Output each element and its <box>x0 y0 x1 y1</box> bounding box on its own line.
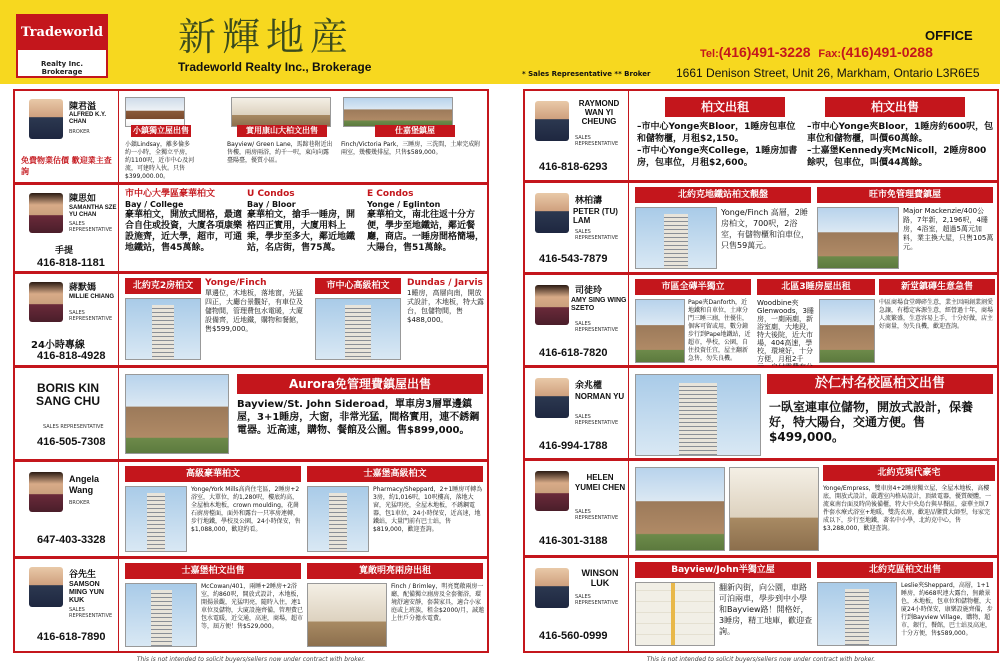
agent-phone[interactable]: 416-543-7879 <box>539 253 608 265</box>
listing-description: Woodbine夾Glenwoods，3睡房，一廁兩廁，新浴室廁，大地段，特大後院，近大市場，404高速，學校，環境好，十分方便，月租2千 <box>757 299 814 363</box>
agent-card[interactable] <box>15 462 119 556</box>
agent-phone[interactable]: 647-403-3328 <box>37 534 106 546</box>
listing-description: 小鎮Lindsay，離多倫多約一小時，全獨立平房，約1100呎，近市中心及河流，可建時入伙。只售$399,000.00。 <box>125 141 195 180</box>
agent-phone[interactable]: 416-560-0999 <box>539 630 608 642</box>
agent-name-cn: 司徒玲 <box>575 286 603 296</box>
agent-name-en: ALFRED K.Y. CHAN <box>69 112 107 125</box>
listing-location: Bay / College <box>125 200 184 209</box>
office-phones <box>700 44 933 60</box>
listing-description: McCowan/401，兩睡+2睡房+2浴室，約860呎，開放式設計，木地板，開揚景觀，光猛明亮，隨時入住，連1車位及儲物，大廈設施齊備，管理費已包水電暖，近交通，高速，商場，超市等，屆方便！售$529,000。 <box>201 583 304 630</box>
company-logo[interactable] <box>16 14 108 78</box>
listing-photo[interactable] <box>125 298 201 360</box>
listing-description: 單邊位，木地板，落地窗，光猛四正，大廳台景觀好，有車位及儲物間，管理費包水電暖，大廈設備齊，近地鐵，購物和餐館，售$599,000。 <box>205 289 303 333</box>
listing-block[interactable] <box>367 189 485 272</box>
listing-photo[interactable] <box>125 374 229 454</box>
listing-block[interactable] <box>407 278 485 353</box>
listing-map[interactable] <box>635 582 715 646</box>
agent-card[interactable] <box>525 91 629 180</box>
listing-row <box>523 273 999 367</box>
listing-description: 一臥室連車位儲物，開放式設計，保養好，特大陽台，交通方便。售$499,000。 <box>769 400 974 444</box>
listing-location: Bay / Bloor <box>247 200 296 209</box>
listing-title: 市中心大學區豪華柏文 <box>125 189 216 199</box>
listing-title: 北約克地鐵站柏文靚盤 <box>635 187 811 203</box>
agent-title: SALES REPRESENTATIVE <box>69 607 113 619</box>
agent-photo <box>535 471 569 511</box>
agent-phone[interactable]: 416-994-1788 <box>539 440 608 452</box>
agent-name-cn: 余兆權 <box>575 381 603 391</box>
left-column <box>13 89 489 655</box>
agent-phone[interactable]: 416-618-7820 <box>539 347 608 359</box>
listing-description: Major Mackenzie/400公路，7年新，2,196呎，4睡房，4浴室，超過5萬元加料，業主換大屋，只售105萬元。 <box>903 207 994 251</box>
listing-title: 北約克現代豪宅 <box>823 465 995 481</box>
agent-card[interactable] <box>15 274 119 365</box>
listing-title: 市中心高級柏文 <box>315 278 401 294</box>
listing-row <box>13 460 489 558</box>
listing-description: Yonge/Finch 高層，2睡房柏文，700呎，2浴室，有儲物櫃和泊車位，只售59萬元。 <box>721 208 809 250</box>
listing-title: 北約克區柏文出售 <box>817 562 993 578</box>
listing-title: U Condos <box>247 189 295 199</box>
listing-title: 柏文出售 <box>825 97 965 117</box>
listing-title: 柏文出租 <box>665 97 785 117</box>
logo-wordmark: Tradeworld <box>18 16 106 50</box>
title-legend: * Sales Representative ** Broker <box>522 70 651 78</box>
agent-card[interactable] <box>15 91 119 182</box>
agent-phone[interactable]: 416-618-7890 <box>37 631 106 643</box>
listing-row <box>523 366 999 460</box>
agent-name-en: SAMANTHA SZE YU CHAN <box>69 205 117 218</box>
tel-number[interactable]: (416)491-3228 <box>718 44 811 60</box>
listing-description: Pape夾Danforth，近地鐵和自車位，土庫分門三睡三廁，住優佳，個客可留或用，數分鐘步行到Pape地鐵站，近超市，學校，公園，自住投資任宜，屋主翻新急售，勿失良機。 <box>688 299 751 362</box>
listing-row <box>523 181 999 274</box>
listing-description: Leslie夾Sheppard，高層，1+1睡房，約668呎連大露台，無敵景色，木地板，包車位和儲物櫃，大廈24小時保安，康樂設施齊備，步行到Bayview Village，購物，超市，銀行，餐館，巴士站及高速，十分方便，售$589,000。 <box>901 582 993 637</box>
listing-photo[interactable] <box>125 486 187 552</box>
listing-location: Dundas / Jarvis <box>407 278 483 288</box>
agent-name-cn: 谷先生 <box>69 570 97 580</box>
agent-photo <box>535 568 569 608</box>
agent-name-en: SAMSON MING YUN KUK <box>69 581 104 604</box>
right-footer-disclaimer: This is not intended to solicit buyers/sellers now under contract with broker. <box>646 656 876 663</box>
listing-row <box>523 89 999 182</box>
agent-slogan: 免費物業估價 歡迎業主查詢 <box>21 156 112 176</box>
listing-title: 仕嘉堡鎮屋 <box>375 125 455 137</box>
listing-description: 中區商場食堂磚碎生意，業主因兩創業割愛急讓，有穩定客源生意，經營過十年，商場人流繁盛，生意容易上手，十分好做，店主好商量，勿失良機，歡迎查詢。 <box>879 299 994 330</box>
listing-photo[interactable] <box>635 374 761 456</box>
agent-photo <box>29 567 63 607</box>
listing-block[interactable] <box>247 189 359 272</box>
agent-name-cn: 蔣默嫣 <box>69 283 97 293</box>
agent-title: BROKER <box>69 129 90 135</box>
agent-title: SALES REPRESENTATIVE <box>575 594 619 606</box>
brand-english-name: Tradeworld Realty Inc., Brokerage <box>178 60 372 74</box>
agent-title: SALES REPRESENTATIVE <box>575 229 619 241</box>
phone-label: 手提 <box>55 246 74 256</box>
agent-phone[interactable]: 416-818-6293 <box>539 161 608 173</box>
left-footer-disclaimer: This is not intended to solicit buyers/sellers now under contract with broker. <box>136 656 366 663</box>
listing-row <box>13 366 489 461</box>
agent-name-en: BORIS KIN SANG CHU <box>35 381 100 408</box>
agent-name-cn: 林柏濤 <box>575 196 603 206</box>
listing-photo[interactable] <box>315 298 401 360</box>
listing-row <box>13 89 489 184</box>
agent-name-en: NORMAN YU <box>575 392 625 401</box>
listing-row <box>13 557 489 653</box>
listing-location: Yonge/Finch <box>205 278 267 288</box>
agent-title: SALES REPRESENTATIVE <box>69 310 113 322</box>
agent-photo <box>29 193 63 233</box>
agent-name-en: MILLIE CHIANG <box>69 294 114 300</box>
listing-photo[interactable] <box>343 97 453 127</box>
listing-description: Yonge/York Mills高尚住宅區，2睡房+2浴室，大單位，約1,280呎，樓底約高，全屋柚木地板，crown moulding，花崗石廚房檯面，面外和露台一只寧房連轉，步行地鐵，學校及公園，24小時保安，售$1,088,000，歡迎約看。 <box>191 486 301 533</box>
listing-description: 豪華柏文，搶手一睡房，開格四正實用，大廈用料上乘，學步至多大，鄰近地鐵站，名店街，售75萬。 <box>247 210 356 253</box>
agent-card[interactable] <box>15 185 119 271</box>
listing-description: Bayview/St. John Sideroad，單車房3層單邊鎮屋，3+1睡房，大窗，非常光猛，間格實用，連不銹鋼電器。近高速，購物、餐館及公園。售$899,000。 <box>237 399 480 436</box>
listing-row <box>523 459 999 557</box>
listing-title: 士嘉堡柏文出售 <box>125 563 301 579</box>
fax-label: Fax: <box>818 48 842 60</box>
listing-photo[interactable] <box>635 467 725 551</box>
listing-photo[interactable] <box>125 583 197 647</box>
agent-title: SALES REPRESENTATIVE <box>575 414 619 426</box>
agent-name-en: HELEN YUMEI CHEN <box>574 473 626 492</box>
agent-photo <box>535 101 569 141</box>
agent-card[interactable] <box>525 275 629 365</box>
listing-row <box>13 183 489 273</box>
agent-phone[interactable]: 416-301-3188 <box>539 535 608 547</box>
listing-photo[interactable] <box>817 582 897 646</box>
listing-description: 1睡房，高層向南，開放式設計，木地板，特大露台，包儲物間，售$488,000。 <box>407 289 484 324</box>
listing-description: –市中心Yonge夾Bloor，1睡房約600呎，包車位和儲物櫃，叫價60萬餘。 –士嘉堡Kennedy夾McNicoll，2睡房800餘呎，包車位，叫價44萬餘。 <box>807 122 994 168</box>
agent-title: SALES REPRESENTATIVE <box>43 424 104 430</box>
listing-title: 新堂鎮磚生意急售 <box>879 279 995 295</box>
listing-block[interactable] <box>125 189 243 272</box>
agent-name-en: PETER (TU) LAM <box>573 207 618 225</box>
listing-title: 實用康山大柏文出售 <box>237 125 327 137</box>
listing-row <box>523 556 999 653</box>
listing-title: 於仁村名校區柏文出售 <box>767 374 993 394</box>
tel-label: Tel: <box>700 48 719 60</box>
listing-title: 寬敞明亮兩房出租 <box>307 563 483 579</box>
agent-name-en: AMY SING WING SZETO <box>571 297 627 312</box>
listing-description: Finch/Victoria Park，三睡房，三洗間，土庫完成附兩室，幾樓幾排屋，只售$589,000。 <box>341 141 481 156</box>
phone-label: 24小時專線 <box>31 340 85 351</box>
agent-photo <box>29 472 63 512</box>
listing-photo[interactable] <box>231 97 331 127</box>
listing-title: 小鎮獨立屋出售 <box>133 126 189 135</box>
listing-photo[interactable] <box>819 299 875 363</box>
listing-description: 豪華柏文，開放式間格，最適合自住或投資，大廈各項康樂設施齊，近大學，超市，可通地鐵站，售45萬餘。 <box>125 210 243 253</box>
listing-title: E Condos <box>367 189 414 199</box>
listing-description: Finch / Brimley，明亮寬敞兩房一廳，配備獨立廁房及全套衛浴，環境舒適安靜，套裝家具，適合小家庭或上班族，租金$2000/月，誠邀上住戶分擔水電費。 <box>391 583 485 622</box>
listing-description: Yonge/Empress，雙車房4+2睡房獨立屋，全屋木地板，高樓底，開放式設計，嚴選室內格局設計，頂級電器，優質硬體，一流東南台面及時尚後備櫃，特大中央島台與早餐區，豪華主臥7 件套水療式浴室+地暖，雙洗衣房，歡迎品鑒賞大師型，每家完成以下，步行至地鐵，著名中小學，北約克中心，售$3,288,000，歡迎查詢。 <box>823 485 992 532</box>
agent-phone[interactable]: 416-505-7308 <box>37 436 106 448</box>
listing-title: Aurora免管理費鎮屋出售 <box>237 374 483 394</box>
listing-photo[interactable] <box>307 583 387 647</box>
listing-photo[interactable] <box>635 207 717 269</box>
listing-title: 旺市免管理費鎮屋 <box>817 187 993 203</box>
agent-name-cn: 陳思如 <box>69 194 97 204</box>
logo-subtitle: Realty Inc. Brokerage <box>40 60 83 76</box>
listing-location: Yonge / Eglinton <box>367 200 441 209</box>
agent-photo <box>535 193 569 233</box>
agent-card[interactable] <box>525 461 629 555</box>
listing-title: Bayview/John半獨立屋 <box>635 562 811 578</box>
listing-description: Pharmacy/Sheppard，2+1睡房可轉為3房，約1,016呎，10呎樓高，落地大窗，光猛明亮，全屋木地板，不銹鋼電器，包1車位，24小時保安，近高速，地鐵站，大量門前有巴士站，售$819,000，歡迎查詢。 <box>373 486 483 533</box>
listing-description: –市中心Yonge夾Bloor，1睡房包車位和儲物櫃，月租$2,150。 –市中心Yonge夾College，1睡房加書房，包車位，月租$2,600。 <box>637 122 798 168</box>
agent-title: SALES REPRESENTATIVE <box>575 321 619 333</box>
agent-photo <box>29 282 63 322</box>
agent-name-cn: 陳君溢 <box>69 102 97 112</box>
listing-photo[interactable] <box>125 97 185 127</box>
agent-name-en: Angela Wang <box>69 474 100 495</box>
agent-card[interactable] <box>15 559 119 651</box>
agent-name-en: RAYMOND WAN YI CHEUNG <box>578 99 620 126</box>
listing-description: 翻新內街，向公園，車路可泊兩車，學步到中小學和Bayview路！開格好，3睡房，精工地庫，歡迎查詢。 <box>719 583 813 636</box>
agent-card[interactable] <box>525 558 629 651</box>
listing-block[interactable] <box>205 278 309 363</box>
agent-photo <box>29 99 63 139</box>
listing-photo[interactable] <box>817 207 899 269</box>
agent-card[interactable] <box>525 183 629 272</box>
fax-number: (416)491-0288 <box>841 44 933 60</box>
listing-title: 北區3睡房屋出租 <box>757 279 875 295</box>
agent-photo <box>535 378 569 418</box>
agent-title: SALES REPRESENTATIVE <box>69 221 113 233</box>
listing-title: 士嘉堡高級柏文 <box>307 466 483 482</box>
listing-title: 市區全磚半獨立 <box>635 279 751 295</box>
agent-phone[interactable]: 416-818-1181 <box>37 257 105 269</box>
listing-photo[interactable] <box>635 299 685 363</box>
agent-card[interactable] <box>525 368 629 458</box>
listing-description: 豪華柏文，南北往返十分方便，學步至地鐵站，鄰近餐廳，商店。一睡房間格簡場，大陽台，售51萬餘。 <box>367 210 485 253</box>
listing-photo[interactable] <box>307 486 369 552</box>
header-banner <box>0 0 1000 84</box>
listing-row <box>13 272 489 367</box>
office-label: OFFICE <box>925 28 973 43</box>
agent-photo <box>535 285 569 325</box>
listing-photo[interactable] <box>729 467 819 551</box>
agent-title: BROKER <box>69 500 90 506</box>
listing-title: 高級豪華柏文 <box>125 466 301 482</box>
listing-description: Bayview/ Green Lane，馬蹄巷附近出售樓，兩房兩浴，約千一呎，東向向露臺陽臺，優質小區。 <box>227 141 333 164</box>
agent-title: SALES REPRESENTATIVE <box>575 135 619 147</box>
agent-title: SALES REPRESENTATIVE <box>575 509 619 521</box>
right-column <box>523 89 999 655</box>
agent-phone[interactable]: 416-818-4928 <box>37 350 106 362</box>
brand-chinese-name: 新輝地産 <box>178 15 355 59</box>
agent-name-en: WINSON LUK <box>581 568 619 588</box>
agent-card[interactable] <box>15 368 119 459</box>
listing-title: 北約克2房柏文 <box>125 278 201 294</box>
office-address: 1661 Denison Street, Unit 26, Markham, Ontario L3R6E5 <box>676 66 980 80</box>
